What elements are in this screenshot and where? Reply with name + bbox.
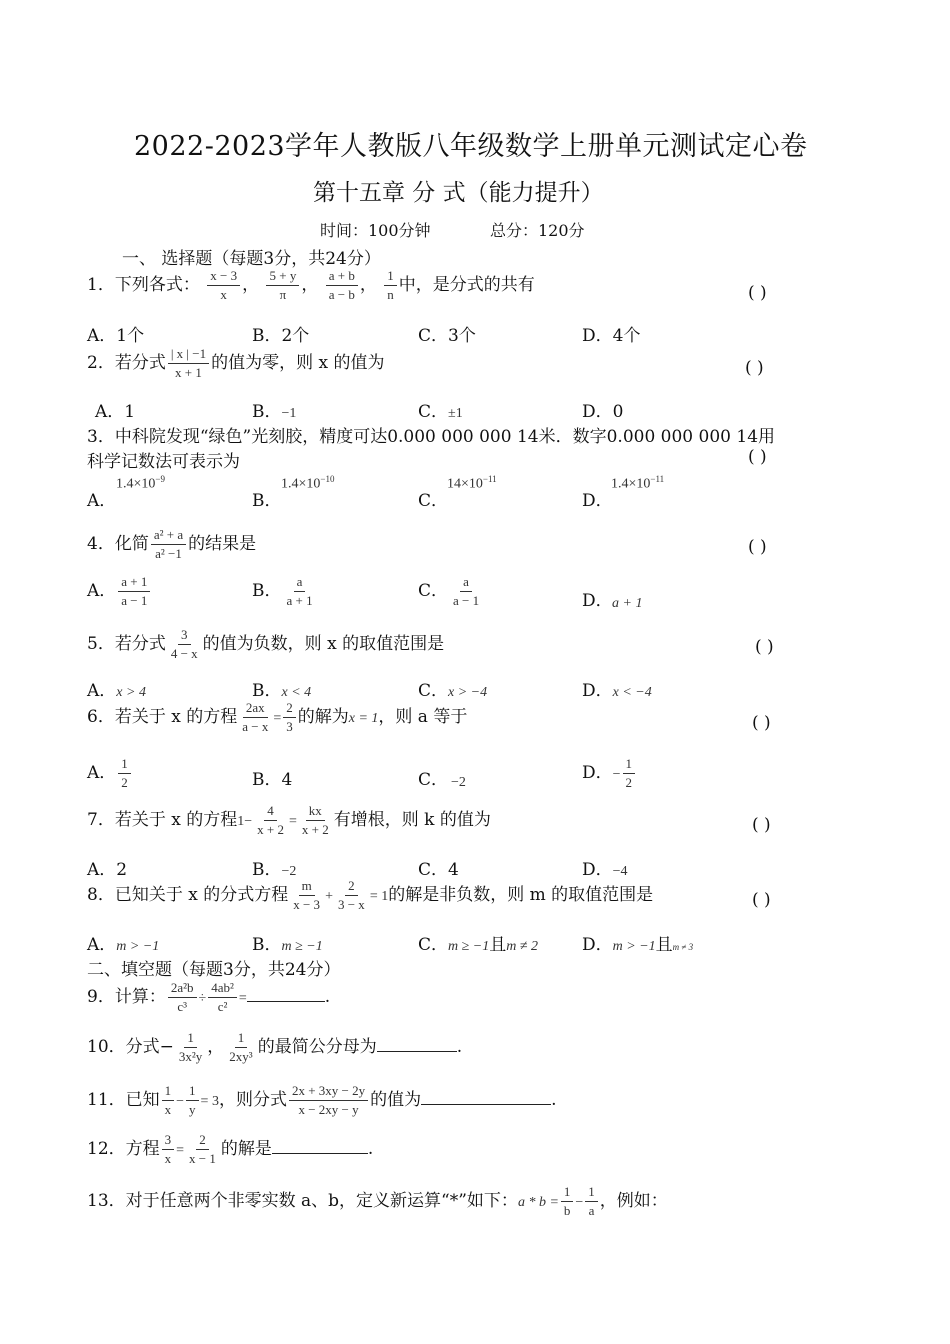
q3-option-a-label: A． (87, 491, 117, 511)
question-3-line-1: 3．中科院发现“绿色”光刻胶，精度可达0.000 000 000 14米．数字0.000 000 000 14用 (87, 427, 776, 447)
fraction: $\frac{m}{x - 3}$ (293, 878, 321, 912)
q3-option-b-value: $1.4\times 10^{-10}$ (281, 474, 335, 492)
q5-option-a: A．x > 4 (87, 681, 146, 701)
answer-bracket: ( ) (748, 447, 767, 467)
fraction: $\frac{1}{b}$ (561, 1184, 574, 1219)
question-12: 12．方程 $\frac{3}{x}$ = $\frac{2}{x - 1}$ 的解是 . (87, 1132, 374, 1166)
q2-option-d: D．0 (582, 402, 624, 422)
q2-option-b: B．−1 (252, 402, 297, 422)
fraction: $\frac{1}{2}$ (118, 756, 131, 791)
time-info: 时间：100分钟 (320, 221, 431, 240)
q3-option-a-value: $1.4\times 10^{-9}$ (116, 474, 165, 492)
question-7: 7．若关于 x 的方程1− $\frac{4}{x + 2}$ = $\frac{kx}{x + 2}$ 有增根，则 k 的值为 (87, 803, 491, 837)
fraction: $\frac{1}{a}$ (585, 1184, 598, 1219)
fraction: $\frac{2x + 3xy - 2y}{x - 2xy - y}$ (289, 1083, 368, 1118)
q6-option-b: B．4 (252, 770, 293, 790)
answer-blank[interactable] (421, 1090, 551, 1105)
answer-bracket: ( ) (748, 537, 767, 557)
answer-bracket: ( ) (752, 890, 771, 910)
question-13: 13．对于任意两个非零实数 a、b，定义新运算“*”如下：a * b = $\frac{1}{b}$ − $\frac{1}{a}$ ，例如： (87, 1184, 668, 1218)
fraction: $\frac{2}{x - 1}$ (189, 1132, 216, 1166)
q8-option-d: D．m > −1且m ≠ 3 (582, 935, 694, 955)
q6-option-a: A． $\frac{1}{2}$ (87, 756, 133, 791)
q1-option-d: D．4个 (582, 326, 641, 346)
question-10: 10．分式− $\frac{1}{\text{3x²y}}$ ， $\frac{1}{\text{2xy³}}$ 的最简公分母为 . (87, 1030, 463, 1064)
answer-bracket: ( ) (755, 637, 774, 657)
answer-blank[interactable] (247, 987, 325, 1002)
fraction: $\frac{2}{3}$ (283, 700, 296, 735)
chapter-subtitle: 第十五章 分 式（能力提升） (313, 180, 604, 206)
q5-option-d: D．x < −4 (582, 681, 652, 701)
q1-option-c: C．3个 (418, 326, 476, 346)
fraction: $\frac{2ax}{a - x}$ (242, 700, 269, 734)
fraction: $\frac{\text{a² + a}}{\text{a² −1}}$ (151, 527, 186, 562)
score-info: 总分：120分 (490, 221, 585, 240)
fraction: $\frac{kx}{x + 2}$ (301, 803, 329, 837)
fraction: $\frac{1}{\text{3x²y}}$ (178, 1030, 203, 1064)
question-4: 4．化简 $\frac{\text{a² + a}}{\text{a² −1}}$ 的结果是 (87, 527, 257, 561)
q2-option-a: A．1 (95, 402, 136, 422)
question-2: 2．若分式 $\frac{| x | -1}{x + 1}$ 的值为零，则 x 的值为 (87, 346, 385, 380)
q6-option-d: D．− $\frac{1}{2}$ (582, 756, 637, 791)
answer-bracket: ( ) (748, 283, 767, 303)
q5-option-c: C．x > −4 (418, 681, 488, 701)
section-heading-fill: 二、填空题（每题3分，共24分） (87, 960, 341, 980)
q2-option-c: C．±1 (418, 402, 463, 422)
q3-option-d-label: D． (582, 491, 613, 511)
fraction: $\frac{5 + y}{\pi}$ (266, 268, 299, 303)
fraction: $\frac{x - 3}{x}$ (207, 268, 240, 303)
question-5: 5．若分式 $\frac{3}{4 - x}$ 的值为负数，则 x 的取值范围是 (87, 627, 445, 661)
q8-option-c: C．m ≥ −1且m ≠ 2 (418, 935, 539, 955)
q7-option-d: D．−4 (582, 860, 628, 880)
page-title: 2022-2023学年人教版八年级数学上册单元测试定心卷 (134, 131, 808, 162)
question-11: 11．已知 $\frac{1}{x}$ − $\frac{1}{y}$ = 3，则分式 $\frac{2x + 3xy - 2y}{x - 2xy - y}$ 的值为 . (87, 1083, 557, 1117)
q4-option-b: B． $\frac{a}{a + 1}$ (252, 574, 318, 609)
fraction: $\frac{| x | -1}{x + 1}$ (168, 346, 209, 381)
q3-option-d-value: $1.4\times 10^{-11}$ (611, 474, 665, 492)
q7-option-b: B．−2 (252, 860, 297, 880)
q1-option-a: A．1个 (87, 326, 145, 346)
fraction: $\frac{a}{a + 1}$ (286, 574, 313, 608)
answer-bracket: ( ) (752, 815, 771, 835)
q8-option-b: B．m ≥ −1 (252, 935, 323, 955)
fraction: $\frac{1}{2}$ (623, 756, 636, 791)
fraction: $\frac{\text{2a²b}}{\text{c³}}$ (168, 980, 197, 1015)
fraction: $\frac{1}{x}$ (162, 1083, 175, 1118)
q4-option-c: C． $\frac{a}{a - 1}$ (418, 574, 484, 609)
fraction: $\frac{2}{3 - x}$ (337, 878, 365, 912)
q4-option-d-label: D． (582, 591, 613, 611)
fraction: $\frac{a}{a - 1}$ (453, 574, 480, 608)
q7-option-a: A．2 (87, 860, 128, 880)
q4-option-a: A． $\frac{a + 1}{a - 1}$ (87, 574, 152, 609)
q5-option-b: B．x < 4 (252, 681, 312, 701)
question-8: 8．已知关于 x 的分式方程 $\frac{m}{x - 3}$ + $\frac{2}{3 - x}$ = 1的解是非负数，则 m 的取值范围是 (87, 878, 654, 912)
fraction: $\frac{1}{y}$ (186, 1083, 199, 1118)
answer-blank[interactable] (377, 1037, 457, 1052)
q4-option-d-value: a + 1 (612, 596, 643, 611)
q3-option-c-value: $14\times 10^{-11}$ (447, 474, 497, 492)
q7-option-c: C．4 (418, 860, 459, 880)
fraction: $\frac{3}{4 - x}$ (170, 627, 198, 661)
q1-option-b: B．2个 (252, 326, 310, 346)
question-9: 9．计算： $\frac{\text{2a²b}}{\text{c³}}$ ÷ $\frac{\text{4ab²}}{\text{c²}}$ = . (87, 980, 331, 1014)
fraction: $\frac{1}{n}$ (384, 268, 397, 303)
q8-option-a: A．m > −1 (87, 935, 160, 955)
fraction: $\frac{a + 1}{a - 1}$ (118, 574, 150, 609)
answer-bracket: ( ) (745, 358, 764, 378)
question-6: 6．若关于 x 的方程 $\frac{2ax}{a - x}$ = $\frac{2}{3}$ 的解为x = 1，则 a 等于 (87, 700, 468, 734)
question-3-line-2: 科学记数法可表示为 (87, 452, 240, 472)
q6-option-c-label: C． (418, 770, 449, 790)
fraction: $\frac{1}{\text{2xy³}}$ (229, 1030, 253, 1064)
fraction: $\frac{4}{x + 2}$ (257, 803, 284, 837)
q3-option-c-label: C． (418, 491, 449, 511)
answer-bracket: ( ) (752, 713, 771, 733)
q3-option-b-label: B． (252, 491, 282, 511)
question-1: 1．下列各式： $\frac{x - 3}{x}$ ， $\frac{5 + y}{\pi}$ ， $\frac{a + b}{a - b}$ ， $\frac{1}{n}$ 中，是分式的共有 (87, 268, 535, 302)
section-heading-choice: 一、 选择题（每题3分，共24分） (122, 249, 381, 269)
fraction: $\frac{a + b}{a - b}$ (326, 268, 358, 303)
fraction: $\frac{\text{4ab²}}{\text{c²}}$ (208, 980, 237, 1015)
q6-option-c-value: −2 (451, 775, 466, 790)
fraction: $\frac{3}{x}$ (162, 1132, 175, 1167)
answer-blank[interactable] (272, 1139, 368, 1154)
